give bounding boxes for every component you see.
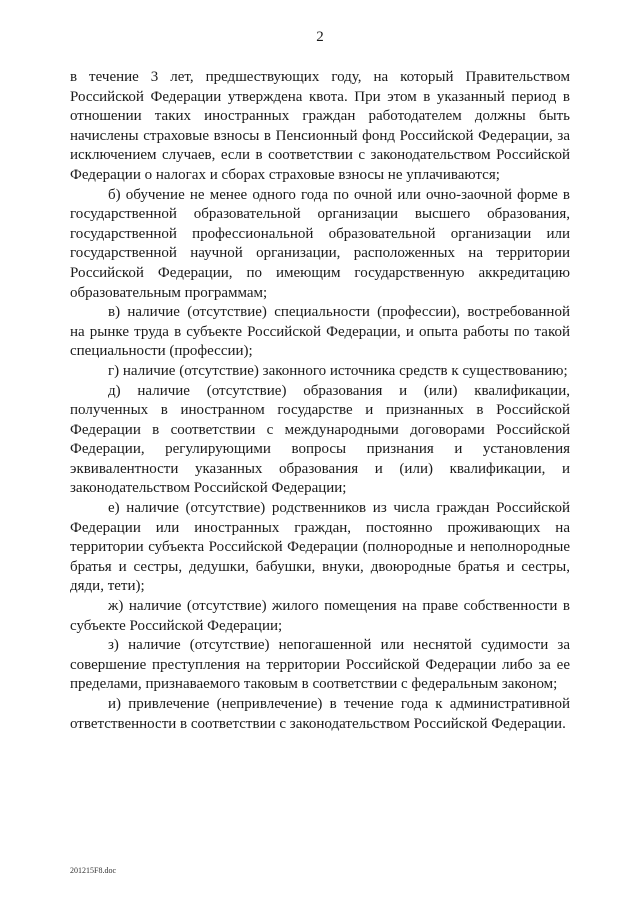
paragraph-item-d: д) наличие (отсутствие) образования и (или) квалификации, полученных в иностранном государстве и признанных в Российской Федерации в соответствии с международными договорами Российской Федерации, регулирующими вопросы признания и установления эквивалентности указанных образования и (или) квалификации, и законодательством Российской Федерации; (70, 382, 570, 497)
paragraph-item-zh: ж) наличие (отсутствие) жилого помещения на праве собственности в субъекте Российской Федерации; (70, 598, 570, 634)
paragraph-item-b: б) обучение не менее одного года по очной или очно-заочной форме в государственной образовательной организации высшего образования, государственной профессиональной образовательной организации или государственной научной организации, расположенных на территории Российской Федерации, по имеющим государственную аккредитацию образовательным программам; (70, 186, 570, 301)
footer-doc-code: 201215F8.doc (70, 866, 116, 875)
paragraph-item-e: е) наличие (отсутствие) родственников из числа граждан Российской Федерации или иностранных граждан, постоянно проживающих на территории субъекта Российской Федерации (полнородные и неполнородные братья и сестры, дедушки, бабушки, внуки, двоюродные братья и сестры, дяди, тети); (70, 500, 570, 595)
paragraph-item-v: в) наличие (отсутствие) специальности (профессии), востребованной на рынке труда в субъекте Российской Федерации, и опыта работы по такой специальности (профессии); (70, 304, 570, 360)
document-body (70, 68, 570, 734)
paragraph-continuation: в течение 3 лет, предшествующих году, на который Правительством Российской Федерации утверждена квота. При этом в указанный период в отношении таких иностранных граждан работодателем должны быть начислены страховые взносы в Пенсионный фонд Российской Федерации, за исключением случаев, если в соответствии с законодательством Российской Федерации о налогах и сборах страховые взносы не уплачиваются; (70, 69, 570, 183)
paragraph-item-z: з) наличие (отсутствие) непогашенной или неснятой судимости за совершение преступления на территории Российской Федерации либо за ее пределами, признаваемого таковым в соответствии с федеральным законом; (70, 637, 570, 693)
page-number: 2 (316, 29, 324, 45)
paragraph-item-g: г) наличие (отсутствие) законного источника средств к существованию; (108, 362, 568, 379)
paragraph-item-i: и) привлечение (непривлечение) в течение года к административной ответственности в соответствии с законодательством Российской Федерации. (70, 696, 570, 732)
